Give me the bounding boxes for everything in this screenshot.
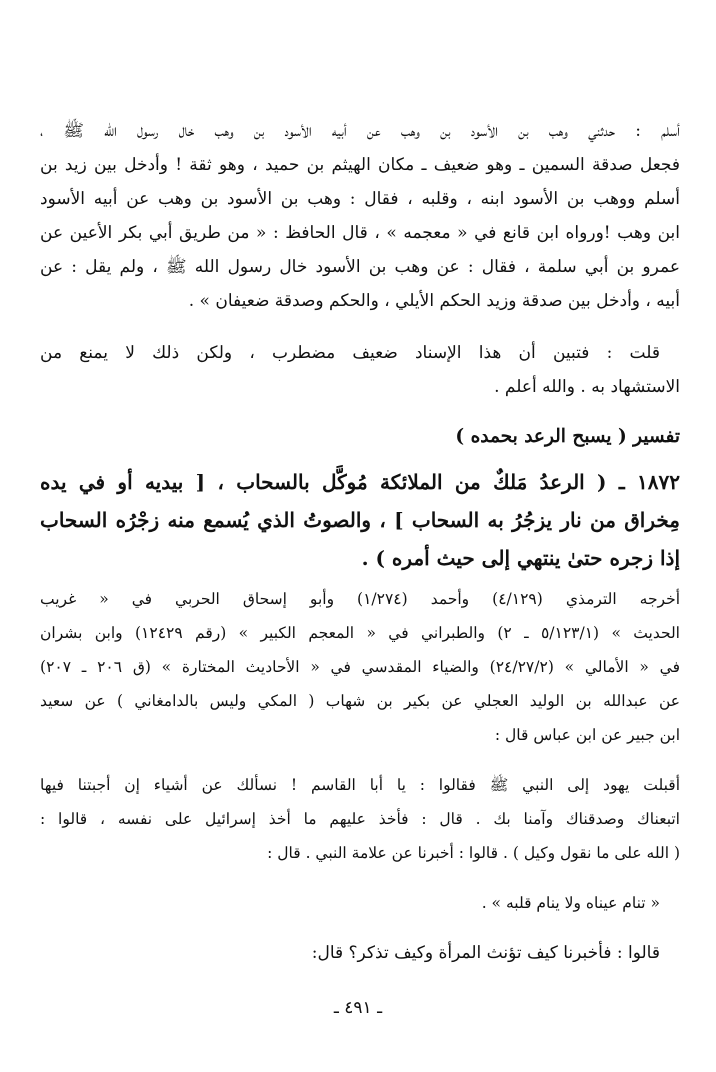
text-line: فجعل صدقة السمين ـ وهو ضعيف ـ مكان الهيثم بن حميد ، وهو ثقة ! وأدخل بين زيد بن [40, 155, 680, 175]
text-line: أبيه ، وأدخل بين صدقة وزيد الحكم الأيلي ، والحكم وصدقة ضعيفان » . [188, 291, 680, 311]
text-line: في « الأمالي » (٢٤/٢٧/٢) والضياء المقدسي في « الأحاديث المختارة » (ق ٢٠٦ ـ ٢٠٧) [40, 658, 680, 676]
text-line: الاستشهاد به . والله أعلم . [494, 377, 680, 397]
page-number: ـ ٤٩١ ـ [333, 998, 383, 1018]
text-line: أخرجه الترمذي (٤/١٢٩) وأحمد (١/٢٧٤) وأبو إسحاق الحربي في « غريب [40, 590, 680, 608]
text-line: قالوا : فأخبرنا كيف تؤنث المرأة وكيف تذكر؟ قال: [311, 943, 660, 963]
section-heading: تفسير ( يسبح الرعد بحمده ) [455, 426, 680, 447]
text-line: أسلم ووهب بن الأسود ابنه ، وقلبه ، فقال : وهب بن الأسود بن وهب عن أبيه الأسود [40, 189, 680, 209]
text-line: أسلم : حدثني وهب بن الأسود بن وهب عن أبيه الأسود بن وهب خال رسول الله ﷺ ، [40, 121, 680, 141]
text-line: ابن وهب !ورواه ابن قانع في « معجمه » ، قال الحافظ : « من طريق أبي بكر الأعين عن [40, 223, 680, 243]
text-line: عمرو بن أبي سلمة ، فقال : عن وهب بن الأسود خال رسول الله ﷺ ، ولم يقل : عن [40, 257, 680, 277]
text-line: ابن جبير عن ابن عباس قال : [494, 726, 680, 744]
quoted-answer: « تنام عيناه ولا ينام قلبه » . [481, 894, 660, 912]
hadith-line: مِخراق من نار يزجُرُ به السحاب ] ، والصوتُ الذي يُسمع منه زجْرُه السحاب [40, 508, 680, 532]
hadith-line: ١٨٧٢ ـ ( الرعدُ مَلكٌ من الملائكة مُوكَّل بالسحاب ، [ بيديه أو في يده [40, 470, 680, 494]
text-line: عن عبدالله بن الوليد العجلي عن بكير بن شهاب ( المكي وليس بالدامغاني ) عن سعيد [40, 692, 680, 710]
text-line: ( الله على ما نقول وكيل ) . قالوا : أخبرنا عن علامة النبي . قال : [267, 844, 680, 862]
text-line: قلت : فتبين أن هذا الإسناد ضعيف مضطرب ، ولكن ذلك لا يمنع من [40, 343, 660, 363]
text-line: الحديث » (٥/١٢٣/١ ـ ٢) والطبراني في « المعجم الكبير » (رقم ١٢٤٢٩) وابن بشران [40, 624, 680, 642]
hadith-line: إذا زجره حتىٰ ينتهي إلى حيث أمره ) . [361, 546, 680, 570]
text-line: اتبعناك وصدقناك وآمنا بك . قال : فأخذ عليهم ما أخذ إسرائيل على نفسه ، قالوا : [40, 810, 680, 828]
text-line: أقبلت يهود إلى النبي ﷺ فقالوا : يا أبا القاسم ! نسألك عن أشياء إن أجبتنا فيها [40, 776, 680, 794]
